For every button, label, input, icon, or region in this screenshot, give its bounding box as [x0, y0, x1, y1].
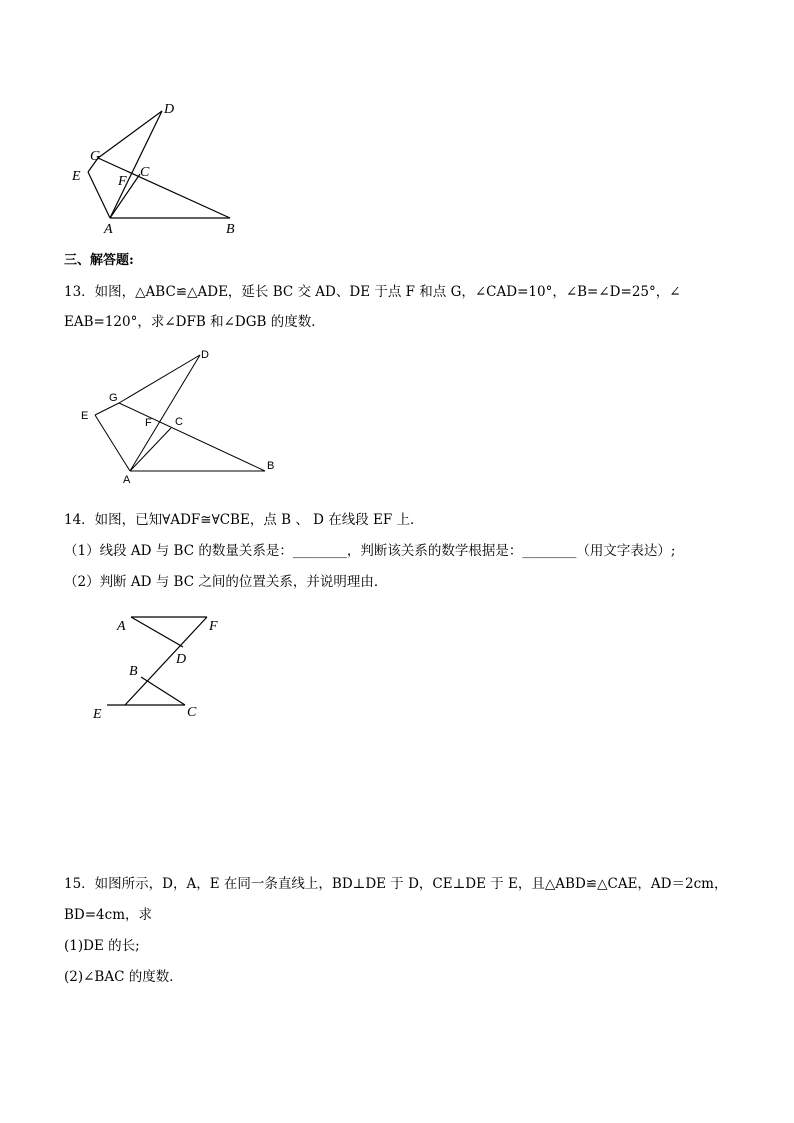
- fig2-label-C: C: [175, 416, 183, 428]
- fig1-label-D: D: [164, 102, 175, 117]
- fig1-label-B: B: [226, 222, 235, 237]
- q14-line-2: （1）线段 AD 与 BC 的数量关系是：________，判断该关系的数学根据是：________（用文字表达）;: [64, 543, 676, 559]
- fig3-label-A: A: [117, 619, 126, 634]
- fig3-label-F: F: [209, 619, 218, 634]
- section-heading: 三、解答题:: [64, 253, 134, 268]
- fig2-label-D: D: [201, 349, 209, 361]
- q14-line-3: （2）判断 AD 与 BC 之间的位置关系，并说明理由．: [64, 574, 388, 590]
- figure-3-geometry: [85, 605, 245, 730]
- fig2-label-A: A: [123, 474, 131, 486]
- q13-line-2: EAB=120°，求∠DFB 和∠DGB 的度数．: [64, 314, 325, 330]
- figure-1-geometry: [60, 95, 260, 245]
- fig2-label-G: G: [109, 392, 118, 404]
- q15-line-1: 15．如图所示，D，A，E 在同一条直线上，BD⊥DE 于 D，CE⊥DE 于 E，且△ABD≌△CAE，AD＝2cm，: [64, 876, 728, 892]
- q14-line-1: 14．如图，已知∀ADF≅∀CBE，点 B 、 D 在线段 EF 上．: [64, 512, 424, 528]
- fig3-label-E: E: [93, 707, 102, 722]
- fig3-label-B: B: [129, 664, 138, 679]
- q15-item-1: (1)DE 的长;: [64, 938, 140, 954]
- fig2-label-F: F: [145, 417, 152, 429]
- fig2-label-B: B: [267, 460, 275, 472]
- figure-2-geometry: [75, 345, 285, 485]
- q15-item-2: (2)∠BAC 的度数．: [64, 969, 183, 985]
- fig1-label-E: E: [72, 169, 81, 184]
- fig1-label-F: F: [118, 174, 127, 189]
- fig3-label-D: D: [176, 652, 187, 667]
- q13-line-1: 13．如图，△ABC≌△ADE，延长 BC 交 AD、DE 于点 F 和点 G，∠CAD=10°，∠B=∠D=25°，∠: [64, 284, 681, 300]
- fig3-label-C: C: [187, 705, 197, 720]
- q15-line-2: BD=4cm，求: [64, 907, 153, 923]
- fig1-label-G: G: [90, 149, 101, 164]
- fig1-label-A: A: [104, 222, 113, 237]
- fig2-label-E: E: [81, 410, 89, 422]
- fig1-label-C: C: [140, 165, 150, 180]
